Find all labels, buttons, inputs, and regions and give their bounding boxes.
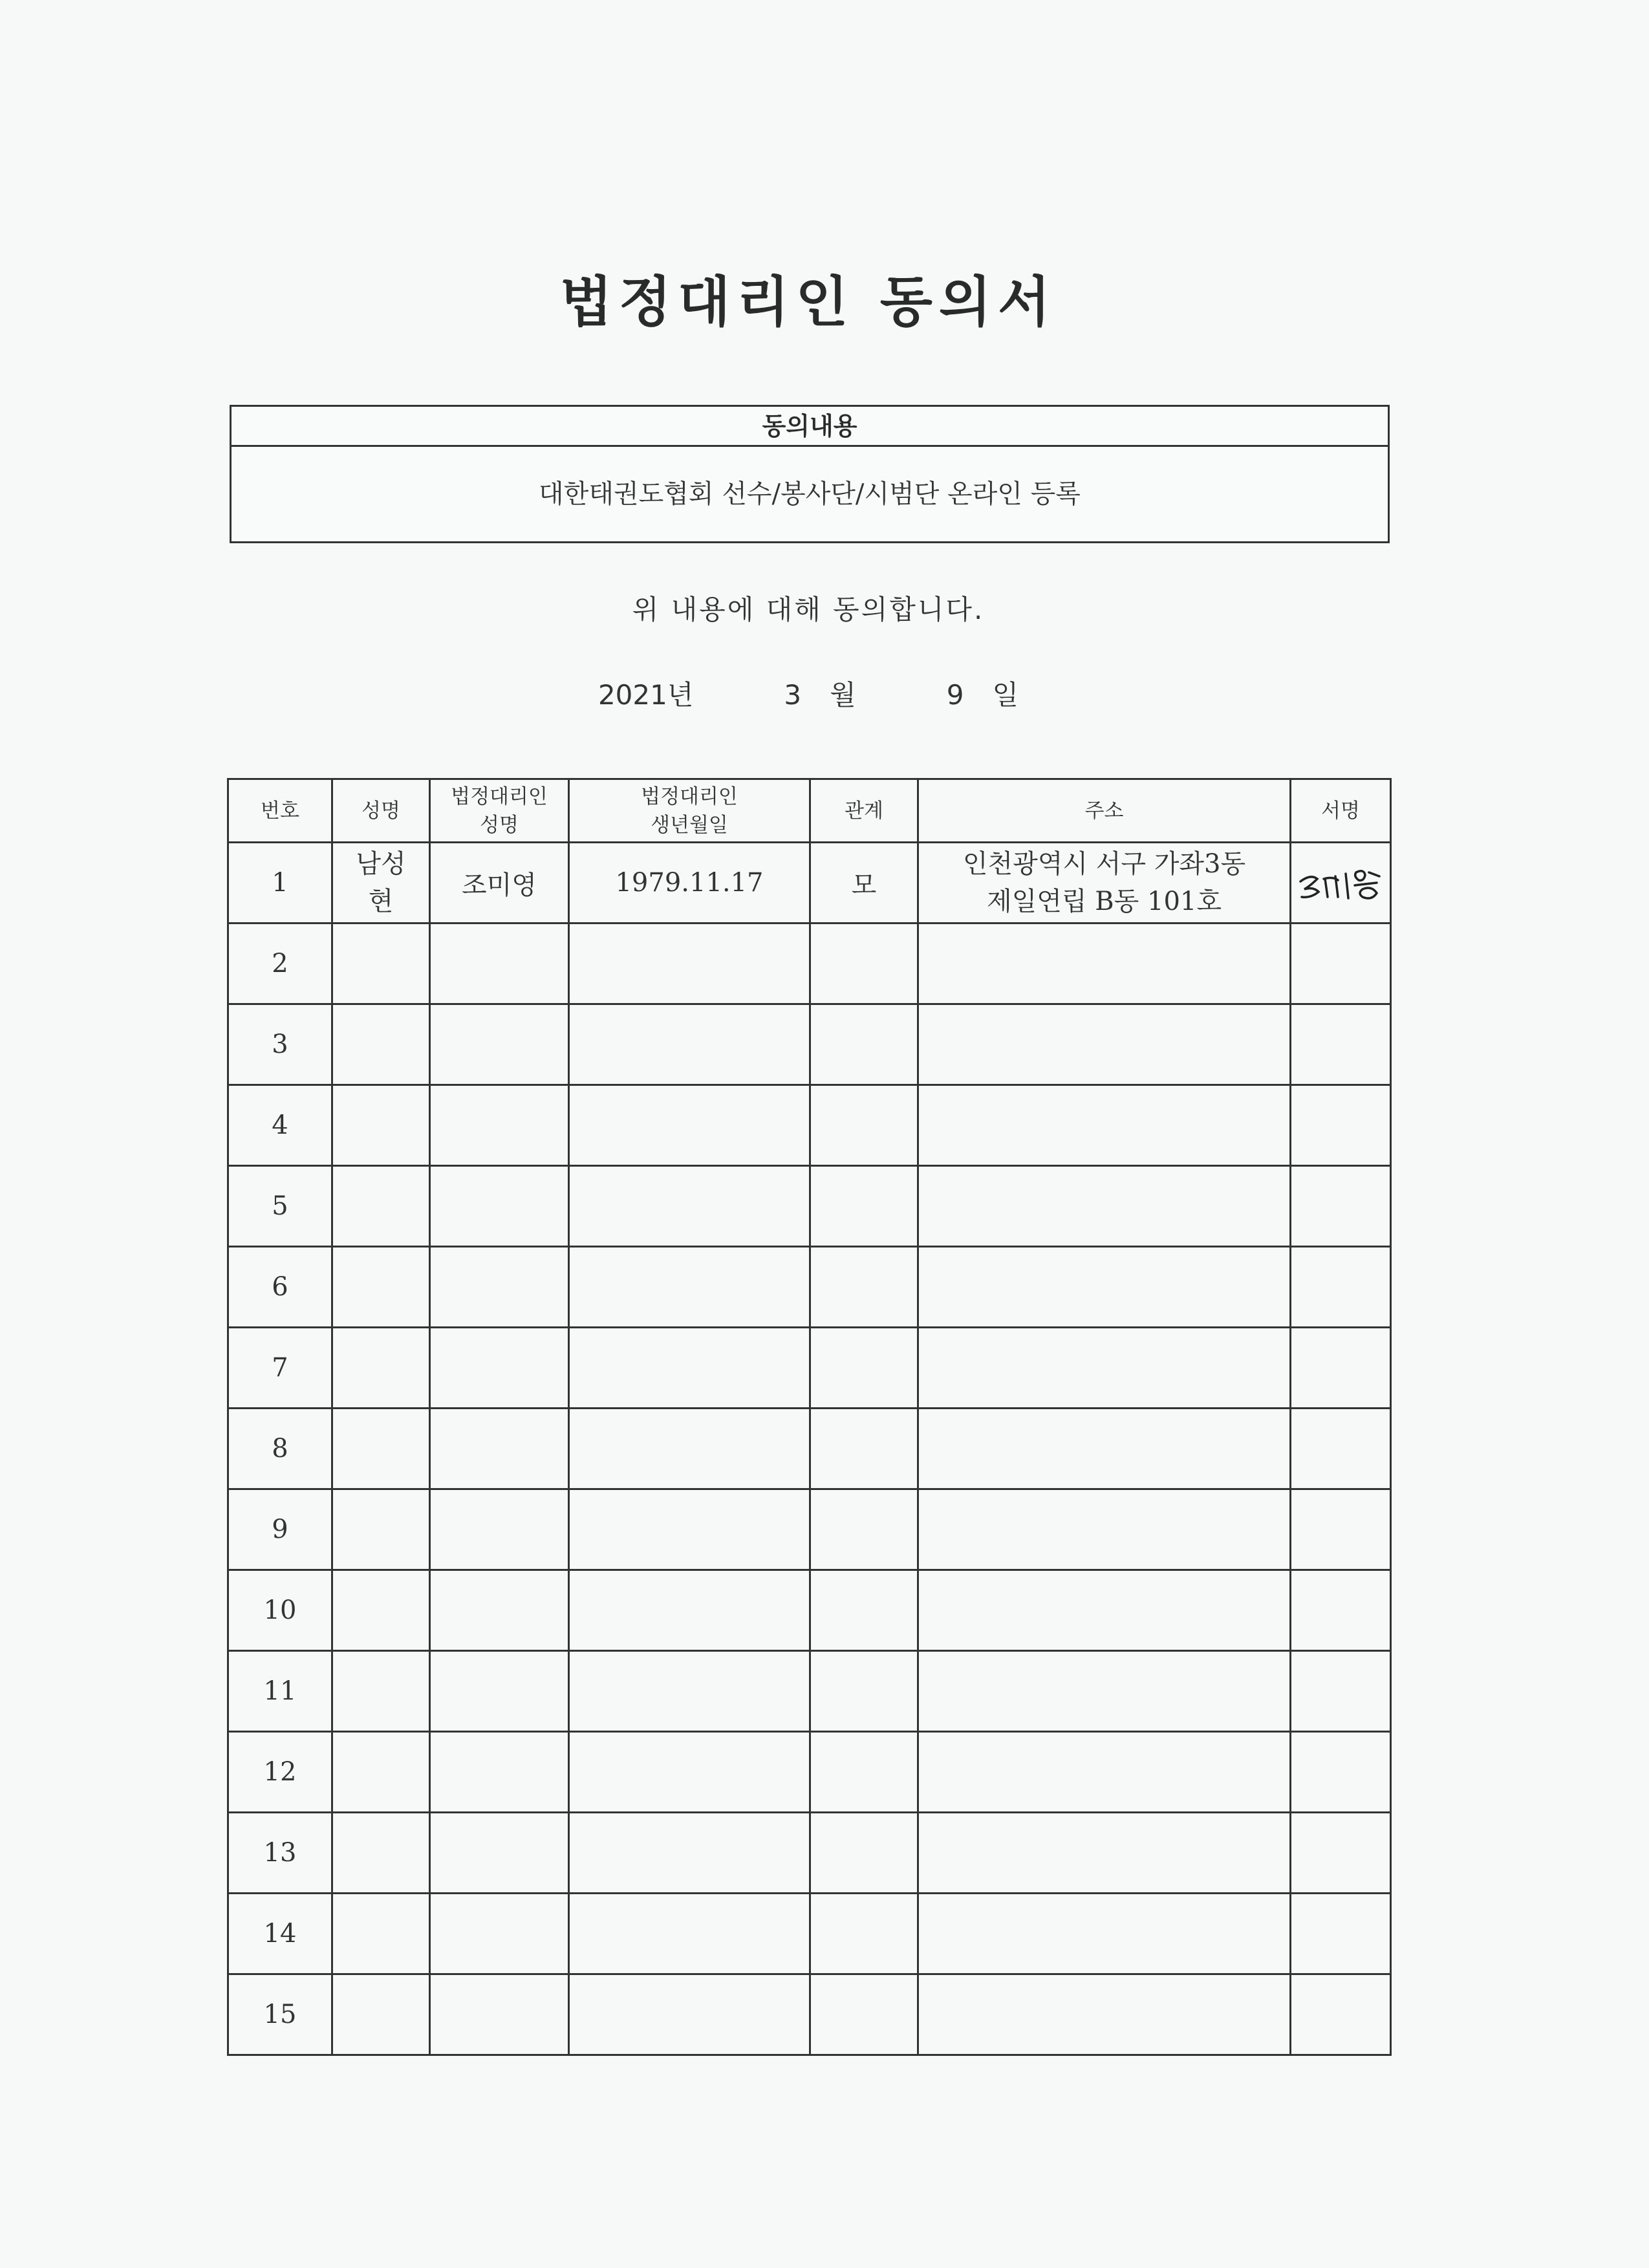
row-name <box>332 1489 430 1570</box>
row-address <box>918 1409 1291 1489</box>
row-guardian-name <box>430 1409 569 1489</box>
date-month: 3 <box>784 679 802 711</box>
row-no: 8 <box>228 1409 332 1489</box>
header-name: 성명 <box>332 779 430 843</box>
row-guardian-name <box>430 923 569 1004</box>
row-guardian-name <box>430 1328 569 1409</box>
row-guardian-name <box>430 1894 569 1974</box>
row-name <box>332 1085 430 1166</box>
row-relation <box>810 1085 918 1166</box>
row-address: 인천광역시 서구 가좌3동 제일연립 B동 101호 <box>918 843 1291 923</box>
row-signature <box>1291 1974 1391 2055</box>
row-relation <box>810 1813 918 1894</box>
row-relation <box>810 1166 918 1247</box>
row-guardian-birth <box>569 923 810 1004</box>
table-header-row <box>228 779 1391 843</box>
row-signature <box>1291 1894 1391 1974</box>
row-name <box>332 1974 430 2055</box>
table-row <box>228 1166 1391 1247</box>
row-address <box>918 1247 1291 1328</box>
row-address <box>918 923 1291 1004</box>
table-row <box>228 1732 1391 1813</box>
document-title: 법정대리인 동의서 <box>559 270 1057 334</box>
row-guardian-birth <box>569 1247 810 1328</box>
row-signature <box>1291 1409 1391 1489</box>
row-guardian-name <box>430 1166 569 1247</box>
date-year: 2021년 <box>598 679 694 711</box>
table-row <box>228 1489 1391 1570</box>
row-signature <box>1291 1651 1391 1732</box>
header-signature: 서명 <box>1291 779 1391 843</box>
table-row <box>228 923 1391 1004</box>
header-guardian-birth: 법정대리인 생년월일 <box>569 779 810 843</box>
table-row <box>228 1085 1391 1166</box>
date-day: 9 <box>946 679 964 711</box>
row-guardian-birth <box>569 1409 810 1489</box>
row-name <box>332 1651 430 1732</box>
row-address <box>918 1974 1291 2055</box>
row-signature <box>1291 1085 1391 1166</box>
row-guardian-name <box>430 1813 569 1894</box>
row-guardian-name <box>430 1974 569 2055</box>
row-name: 남성 현 <box>332 843 430 923</box>
row-signature <box>1291 1570 1391 1651</box>
row-relation <box>810 1570 918 1651</box>
date-day-unit: 일 <box>992 679 1019 711</box>
header-relation: 관계 <box>810 779 918 843</box>
row-address <box>918 1570 1291 1651</box>
row-no: 13 <box>228 1813 332 1894</box>
row-guardian-birth <box>569 1894 810 1974</box>
handwritten-signature <box>1291 857 1388 909</box>
row-relation <box>810 1247 918 1328</box>
row-address <box>918 1894 1291 1974</box>
row-address <box>918 1732 1291 1813</box>
row-no: 14 <box>228 1894 332 1974</box>
row-guardian-birth <box>569 1651 810 1732</box>
row-no: 3 <box>228 1004 332 1085</box>
row-no: 2 <box>228 923 332 1004</box>
row-signature <box>1291 1166 1391 1247</box>
row-relation <box>810 1489 918 1570</box>
row-guardian-birth <box>569 1813 810 1894</box>
row-signature <box>1291 1328 1391 1409</box>
row-name <box>332 1328 430 1409</box>
row-name <box>332 1732 430 1813</box>
row-no: 4 <box>228 1085 332 1166</box>
header-address: 주소 <box>918 779 1291 843</box>
row-guardian-name <box>430 1732 569 1813</box>
row-name <box>332 1004 430 1085</box>
guardian-table <box>227 778 1392 2056</box>
row-guardian-birth <box>569 1732 810 1813</box>
row-no: 7 <box>228 1328 332 1409</box>
agreement-statement: 위 내용에 대해 동의합니다. <box>632 594 985 625</box>
row-address <box>918 1813 1291 1894</box>
row-name <box>332 923 430 1004</box>
table-row <box>228 1651 1391 1732</box>
row-address <box>918 1328 1291 1409</box>
date-month-unit: 월 <box>830 679 856 711</box>
table-row <box>228 1813 1391 1894</box>
row-signature <box>1291 1813 1391 1894</box>
table-row <box>228 1409 1391 1489</box>
row-signature <box>1291 1732 1391 1813</box>
row-signature <box>1291 843 1391 923</box>
row-no: 1 <box>228 843 332 923</box>
row-no: 9 <box>228 1489 332 1570</box>
table-row <box>228 1894 1391 1974</box>
row-name <box>332 1166 430 1247</box>
consent-box <box>230 405 1390 543</box>
row-signature <box>1291 1004 1391 1085</box>
row-guardian-birth <box>569 1974 810 2055</box>
row-guardian-birth <box>569 1004 810 1085</box>
header-guardian-name: 법정대리인 성명 <box>430 779 569 843</box>
row-guardian-birth <box>569 1570 810 1651</box>
row-name <box>332 1570 430 1651</box>
row-guardian-birth: 1979.11.17 <box>569 843 810 923</box>
row-guardian-birth <box>569 1328 810 1409</box>
row-no: 5 <box>228 1166 332 1247</box>
row-no: 11 <box>228 1651 332 1732</box>
row-address <box>918 1166 1291 1247</box>
table-row <box>228 1247 1391 1328</box>
row-address <box>918 1651 1291 1732</box>
table-row <box>228 843 1391 923</box>
row-relation <box>810 1651 918 1732</box>
row-relation <box>810 1409 918 1489</box>
row-guardian-name <box>430 1247 569 1328</box>
row-relation: 모 <box>810 843 918 923</box>
row-guardian-birth <box>569 1166 810 1247</box>
row-relation <box>810 1328 918 1409</box>
row-relation <box>810 923 918 1004</box>
row-no: 12 <box>228 1732 332 1813</box>
consent-content: 대한태권도협회 선수/봉사단/시범단 온라인 등록 <box>539 479 1081 509</box>
row-relation <box>810 1004 918 1085</box>
row-guardian-birth <box>569 1085 810 1166</box>
row-name <box>332 1247 430 1328</box>
row-name <box>332 1894 430 1974</box>
row-relation <box>810 1732 918 1813</box>
row-no: 15 <box>228 1974 332 2055</box>
row-no: 6 <box>228 1247 332 1328</box>
table-row <box>228 1570 1391 1651</box>
row-address <box>918 1489 1291 1570</box>
row-relation <box>810 1974 918 2055</box>
consent-header: 동의내용 <box>232 407 1388 447</box>
table-row <box>228 1004 1391 1085</box>
row-guardian-name <box>430 1004 569 1085</box>
row-signature <box>1291 1247 1391 1328</box>
row-guardian-name <box>430 1651 569 1732</box>
row-relation <box>810 1894 918 1974</box>
row-guardian-birth <box>569 1489 810 1570</box>
row-signature <box>1291 1489 1391 1570</box>
table-row <box>228 1328 1391 1409</box>
row-no: 10 <box>228 1570 332 1651</box>
row-guardian-name <box>430 1489 569 1570</box>
row-name <box>332 1409 430 1489</box>
row-address <box>918 1085 1291 1166</box>
header-no: 번호 <box>228 779 332 843</box>
row-signature <box>1291 923 1391 1004</box>
row-guardian-name <box>430 1085 569 1166</box>
row-guardian-name: 조미영 <box>430 843 569 923</box>
row-guardian-name <box>430 1570 569 1651</box>
table-row <box>228 1974 1391 2055</box>
date-line <box>0 674 1617 713</box>
row-address <box>918 1004 1291 1085</box>
row-name <box>332 1813 430 1894</box>
